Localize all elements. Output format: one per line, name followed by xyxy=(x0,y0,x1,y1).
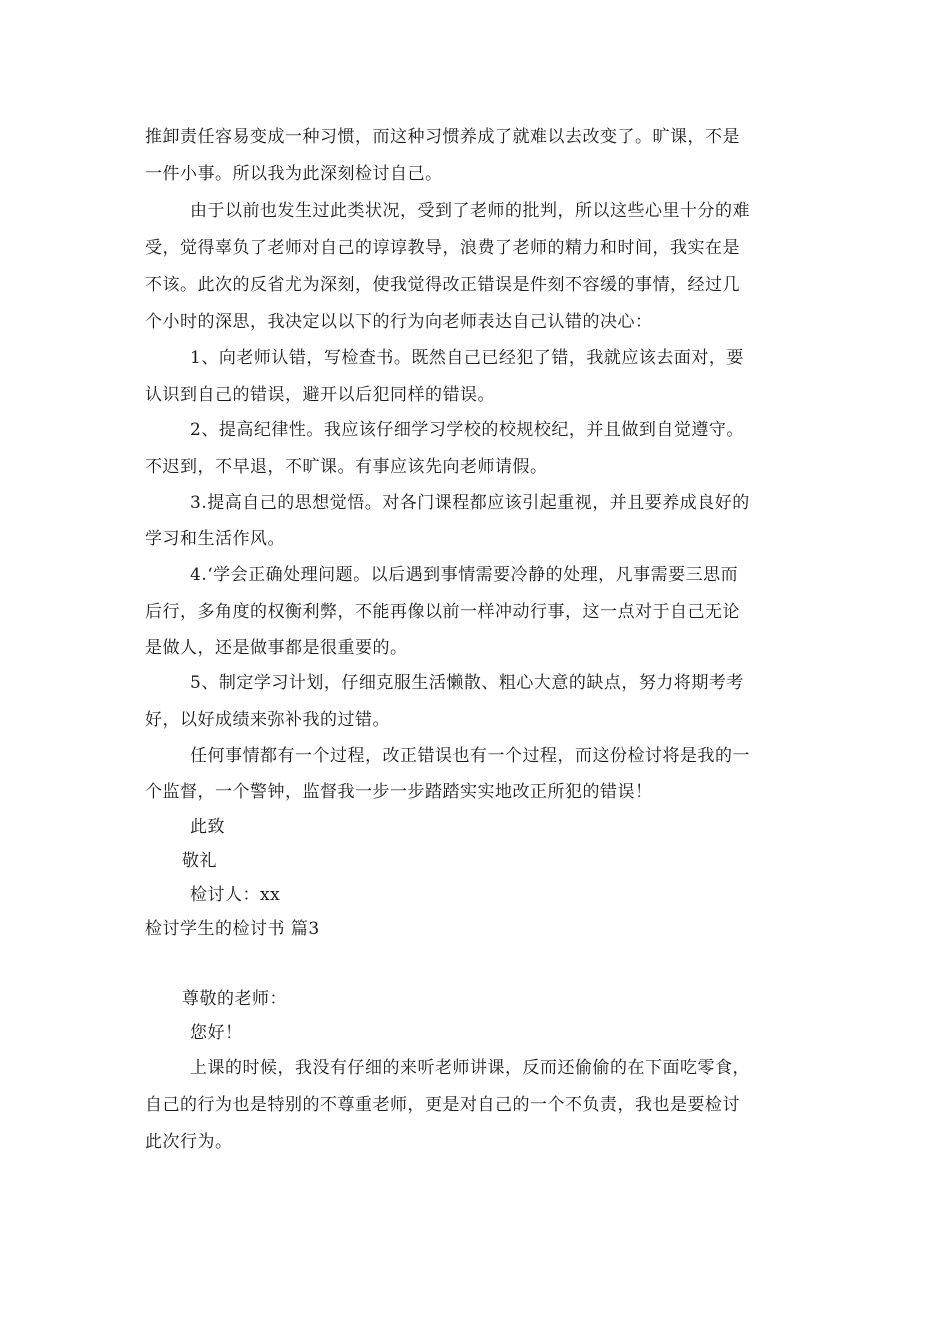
salutation-line: 敬礼 xyxy=(182,851,217,871)
text-line: 是做人，还是做事都是很重要的。 xyxy=(145,638,408,658)
text-line: 受，觉得辜负了老师对自己的谆谆教导，浪费了老师的精力和时间，我实在是 xyxy=(145,238,740,258)
greeting-line: 您好！ xyxy=(190,1023,243,1043)
text-line: 好，以好成绩来弥补我的过错。 xyxy=(145,710,390,730)
paragraph-start: 由于以前也发生过此类状况，受到了老师的批判，所以这些心里十分的难 xyxy=(190,201,750,221)
list-item-5: 5、制定学习计划，仔细克服生活懒散、粗心大意的缺点，努力将期考考 xyxy=(190,673,744,693)
closing-line: 此致 xyxy=(190,817,225,837)
list-item-3: 3.提高自己的思想觉悟。对各门课程都应该引起重视，并且要养成良好的 xyxy=(190,493,750,513)
text-line: 学习和生活作风。 xyxy=(145,529,285,549)
text-line: 不迟到，不早退，不旷课。有事应该先向老师请假。 xyxy=(145,457,548,477)
text-line: 不该。此次的反省尤为深刻，使我觉得改正错误是件刻不容缓的事情，经过几 xyxy=(145,275,740,295)
text-line: 自己的行为也是特别的不尊重老师，更是对自己的一个不负责，我也是要检讨 xyxy=(145,1095,740,1115)
list-item-2: 2、提高纪律性。我应该仔细学习学校的校规校纪，并且做到自觉遵守。 xyxy=(190,420,744,440)
greeting-line: 尊敬的老师： xyxy=(182,989,287,1009)
text-line: 认识到自己的错误，避开以后犯同样的错误。 xyxy=(145,385,495,405)
text-line: 个小时的深思，我决定以以下的行为向老师表达自己认错的决心： xyxy=(145,312,653,332)
paragraph-start: 任何事情都有一个过程，改正错误也有一个过程，而这份检讨将是我的一 xyxy=(190,746,750,766)
text-line: 个监督，一个警钟，监督我一步一步踏踏实实地改正所犯的错误！ xyxy=(145,782,653,802)
section-title: 检讨学生的检讨书 篇3 xyxy=(145,919,320,939)
text-line: 此次行为。 xyxy=(145,1132,233,1152)
text-line: 一件小事。所以我为此深刻检讨自己。 xyxy=(145,164,443,184)
list-item-1: 1、向老师认错，写检查书。既然自己已经犯了错，我就应该去面对，要 xyxy=(190,348,744,368)
text-line: 推卸责任容易变成一种习惯，而这种习惯养成了就难以去改变了。旷课，不是 xyxy=(145,127,740,147)
list-item-4: 4.‘学会正确处理问题。以后遇到事情需要冷静的处理，凡事需要三思而 xyxy=(190,565,739,585)
paragraph-start: 上课的时候，我没有仔细的来听老师讲课，反而还偷偷的在下面吃零食， xyxy=(190,1058,750,1078)
text-line: 后行，多角度的权衡利弊，不能再像以前一样冲动行事，这一点对于自己无论 xyxy=(145,602,740,622)
signature-line: 检讨人：xx xyxy=(190,885,281,905)
